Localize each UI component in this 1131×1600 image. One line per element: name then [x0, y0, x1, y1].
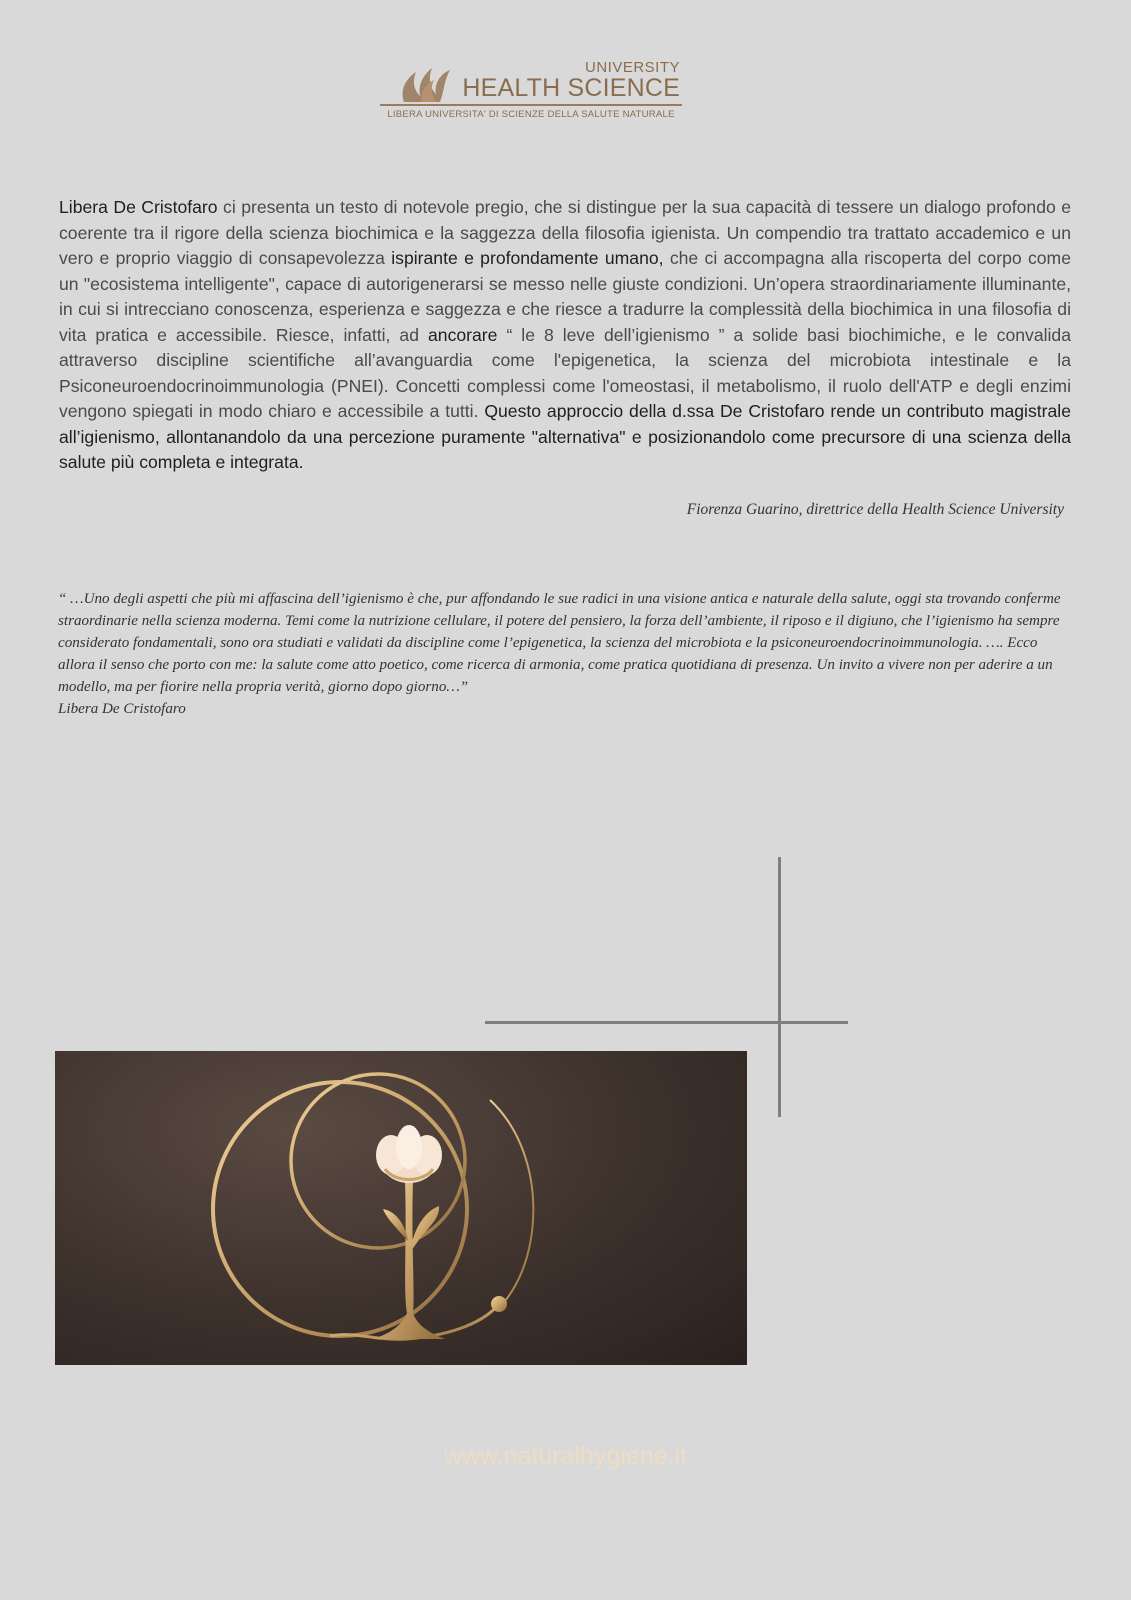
- logo-rule: [380, 104, 682, 106]
- banner-image: [55, 1051, 747, 1365]
- cross-mark-horizontal: [485, 1021, 848, 1024]
- intro-closing: Questo approccio della d.ssa De Cristofaro rende un contributo magistrale all’igienismo, allontanandolo da una percezione puramente "alternativa" e posizionandolo come precursore di una scienza della salute più completa e integrata.: [59, 401, 1071, 472]
- footer-website-link[interactable]: www.naturalhygiene.it: [443, 1442, 688, 1470]
- intro-emphasis-2: ancorare: [428, 324, 498, 345]
- intro-emphasis-1: ispirante e profondamente umano,: [391, 248, 664, 268]
- intro-author: Libera De Cristofaro: [59, 197, 218, 217]
- intro-text-3: “ le 8 leve dell’igienismo ” a solide basi biochimiche, e le convalida attraverso discipline scientifiche all’avanguardia come l'epigenetica, la scienza del microbiota intestinale e la Psiconeuroendocrinoimmunologia (PNEI). Concetti complessi come l'omeostasi, il metabolismo, il ruolo dell'ATP e degli enzimi vengono spiegati in modo chiaro e accessibile a tutti.: [59, 324, 1071, 421]
- intro-paragraph: [59, 195, 1071, 476]
- intro-text-1: ci presenta un testo di notevole pregio, che si distingue per la sua capacità di tessere un dialogo profondo e coerente tra il rigore della scienza biochimica e la saggezza della filosofia igienista. Un compendio tra trattato accademico e un vero e proprio viaggio di consapevolezza: [59, 197, 1071, 268]
- cross-mark-vertical: [778, 857, 781, 1117]
- quote-author: Libera De Cristofaro: [58, 701, 186, 717]
- signature: Fiorenza Guarino, direttrice della Health Science University: [686, 501, 1064, 518]
- logo-line-health-science: HEALTH SCIENCE: [462, 74, 680, 102]
- flame-logo-icon: [382, 58, 472, 108]
- flower-emblem-icon: [55, 1051, 747, 1365]
- university-logo: [378, 56, 684, 124]
- intro-text-2: che ci accompagna alla riscoperta del corpo come un "ecosistema intelligente", capace di autorigenerarsi se messo nelle giuste condizioni. Un’opera straordinariamente illuminante, in cui si intrecciano conoscenza, esperienza e saggezza e che riesce a tradurre la complessità della biochimica in una filosofia di vita pratica e accessibile. Riesce, infatti, ad: [59, 248, 1071, 345]
- logo-tagline: LIBERA UNIVERSITA' DI SCIENZE DELLA SALUTE NATURALE: [387, 109, 675, 120]
- logo-line-university: UNIVERSITY: [584, 59, 680, 76]
- author-quote: [58, 588, 1062, 720]
- quote-text: “ …Uno degli aspetti che più mi affascina dell’igienismo è che, pur affondando le sue radici in una visione antica e naturale della salute, oggi sta trovando conferme straordinarie nella scienza moderna. Temi come la nutrizione cellulare, il potere del pensiero, la forza dell’ambiente, il riposo e il digiuno, che l’igienismo ha sempre considerato fondamentali, sono ora studiati e validati da discipline come l’epigenetica, la scienza del microbiota e la psiconeuroendocrinoimmunologia. …. Ecco allora il senso che porto con me: la salute come atto poetico, come ricerca di armonia, come pratica quotidiana di presenza. Un invito a vivere non per aderire a un modello, ma per fiorire nella propria verità, giorno dopo giorno…”: [58, 591, 1061, 695]
